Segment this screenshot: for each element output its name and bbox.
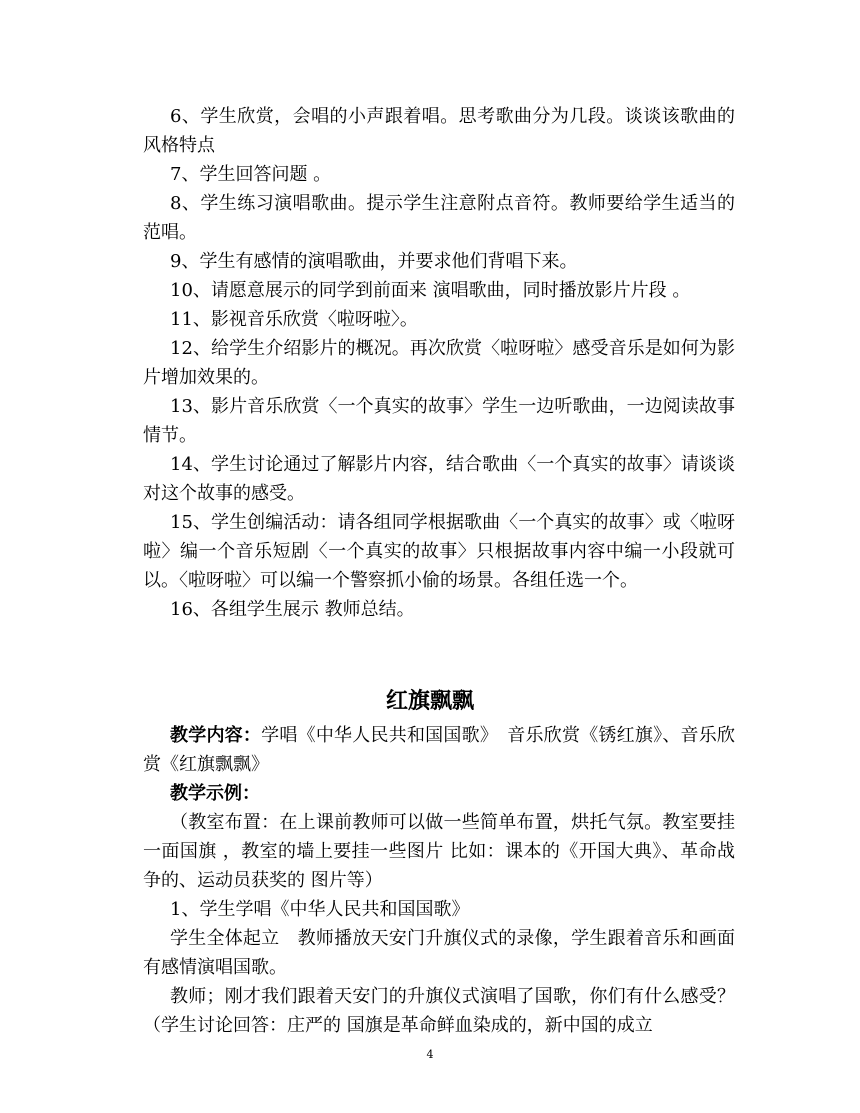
paragraph: 学生全体起立 教师播放天安门升旗仪式的录像，学生跟着音乐和画面有感情演唱国歌。: [143, 928, 735, 978]
teaching-example-label: [143, 779, 735, 808]
list-item: 13、影片音乐欣赏〈一个真实的故事〉学生一边听歌曲，一边阅读故事情节。: [143, 396, 735, 446]
list-item: 15、学生创编活动：请各组同学根据歌曲〈一个真实的故事〉或〈啦呀啦〉编一个音乐短剧〈一个真实的故事〉只根据故事内容中编一小段就可以。〈啦呀啦〉可以编一个警察抓小偷的场景。各组任选一个。: [143, 512, 735, 591]
list-item: 12、给学生介绍影片的概况。再次欣赏〈啦呀啦〉感受音乐是如何为影片增加效果的。: [143, 338, 735, 388]
list-item: 11、影视音乐欣赏〈啦呀啦〉。: [170, 309, 418, 330]
paragraph: 教师；刚才我们跟着天安门的升旗仪式演唱了国歌，你们有什么感受？（学生讨论回答：庄严的 国旗是革命鲜血染成的，新中国的成立: [143, 986, 735, 1036]
teaching-content-label: 教学内容：: [170, 725, 262, 746]
page-number: 4: [426, 1048, 434, 1061]
list-item: 16、各组学生展示 教师总结。: [170, 599, 415, 620]
teaching-content-text: 学唱《中华人民共和国国歌》 音乐欣赏《锈红旗》、音乐欣赏《红旗飘飘》: [143, 725, 736, 775]
list-item: 6、学生欣赏，会唱的小声跟着唱。思考歌曲分为几段。谈谈该歌曲的风格特点: [143, 106, 735, 156]
list-item: 8、学生练习演唱歌曲。提示学生注意附点音符。教师要给学生适当的范唱。: [143, 193, 735, 243]
list-item: 7、学生回答问题 。: [170, 164, 332, 185]
list-item: 10、请愿意展示的同学到前面来 演唱歌曲，同时播放影片片段 。: [170, 280, 691, 301]
paragraph: 1、学生学唱《中华人民共和国国歌》: [170, 899, 470, 920]
list-item: 14、学生讨论通过了解影片内容，结合歌曲〈一个真实的故事〉请谈谈对这个故事的感受。: [143, 454, 735, 504]
paragraph: （教室布置：在上课前教师可以做一些简单布置，烘托气氛。教室要挂一面国旗 ，教室的墙上要挂一些图片 比如：课本的《开国大典》、革命战争的、运动员获奖的 图片等）: [143, 812, 735, 891]
list-item: 9、学生有感情的演唱歌曲，并要求他们背唱下来。: [170, 251, 578, 272]
teaching-example-label-text: 教学示例：: [170, 783, 260, 804]
teaching-content: [143, 721, 735, 779]
section-title: 红旗飘飘: [385, 689, 474, 714]
